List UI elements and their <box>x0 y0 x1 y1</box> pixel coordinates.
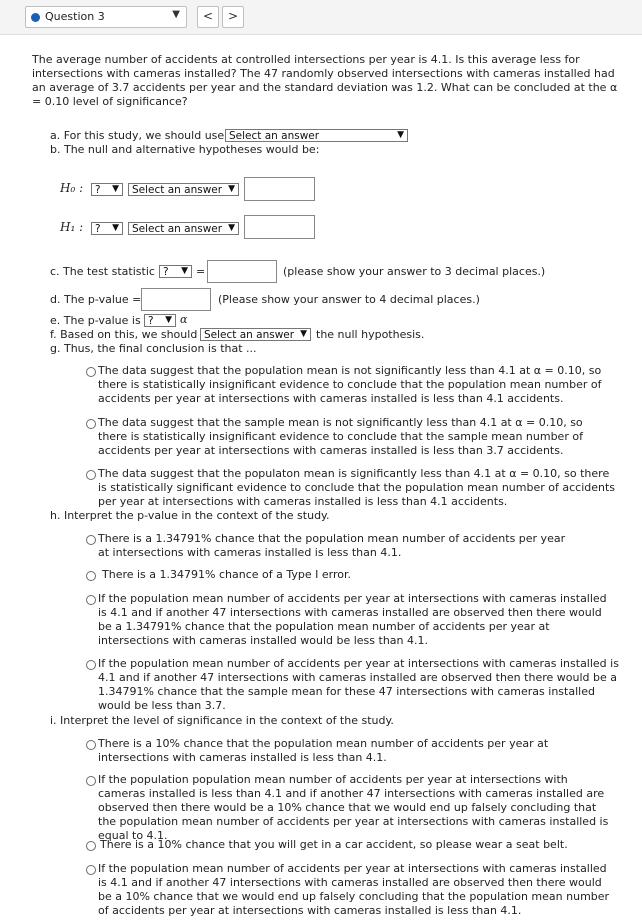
equals-sign: = <box>196 265 206 278</box>
h0-parameter-value: Select an answer <box>132 184 223 196</box>
part-f-label: f. Based on this, we should <box>50 328 198 341</box>
p-value-interpretation-option: There is a 1.34791% chance that the population mean number of accidents per year at intersections with cameras installed is less than 4.1. <box>98 532 566 559</box>
p-value-interpretation-option: If the population mean number of accidents per year at intersections with cameras installed is 4.1 and if another 47 intersections with cameras installed are observed then there would be a 1.34791% chance that the sample mean for these 47 intersections with cameras installed would be less than 3.7. <box>98 657 619 712</box>
chevron-down-icon: ▼ <box>228 223 235 233</box>
chevron-down-icon: ▼ <box>397 130 404 140</box>
status-dot-icon <box>31 13 40 22</box>
h1-symbol-select[interactable] <box>91 222 123 235</box>
chevron-down-icon: ▼ <box>228 184 235 194</box>
significance-interpretation-option: There is a 10% chance that you will get in a car accident, so please wear a seat belt. <box>100 838 568 851</box>
question-selector[interactable] <box>25 6 187 28</box>
h1-label: H₁ : <box>60 220 84 234</box>
p-value-interpretation-radio[interactable] <box>86 571 96 581</box>
next-question-button[interactable]: > <box>222 6 244 28</box>
part-a-label: a. For this study, we should use <box>50 129 225 142</box>
p-value-compare-value: ? <box>148 315 154 327</box>
test-statistic-symbol: ? <box>163 266 169 278</box>
part-i-label: i. Interpret the level of significance in the context of the study. <box>50 714 394 727</box>
study-type-select-value: Select an answer <box>229 130 320 142</box>
question-label: Question 3 <box>45 10 105 23</box>
significance-interpretation-option: If the population population mean number of accidents per year at intersections with cameras installed is less than 4.1 and if another 47 intersections with cameras installed are observed then there would be a 10% chance that we would end up falsely concluding that the population mean number of accidents per year at intersections with cameras installed is equal to 4.1. <box>98 773 609 842</box>
conclusion-option: The data suggest that the populaton mean is significantly less than 4.1 at α = 0.10, so there is statistically significant evidence to conclude that the population mean number of accidents per year at intersections with cameras installed is less than 4.1 accidents. <box>98 467 616 508</box>
part-b-label: b. The null and alternative hypotheses would be: <box>50 143 320 156</box>
part-g-label: g. Thus, the final conclusion is that ... <box>50 342 257 355</box>
p-value-interpretation-option: If the population mean number of accidents per year at intersections with cameras installed is 4.1 and if another 47 intersections with cameras installed are observed then there would be a 1.34791% chance that the population mean number of accidents per year at intersections with cameras installed would be less than 4.1. <box>98 592 607 647</box>
part-d-label: d. The p-value = <box>50 293 142 306</box>
p-value-interpretation-radio[interactable] <box>86 595 96 605</box>
part-f-suffix: the null hypothesis. <box>316 328 425 341</box>
test-statistic-input[interactable] <box>207 260 277 283</box>
h0-symbol-value: ? <box>95 184 101 196</box>
conclusion-option: The data suggest that the population mean is not significantly less than 4.1 at α = 0.10, so there is statistically insignificant evidence to conclude that the population mean number of accidents per year at intersections with cameras installed is less than 4.1 accidents. <box>98 364 602 405</box>
significance-interpretation-radio[interactable] <box>86 740 96 750</box>
test-statistic-select[interactable] <box>159 265 192 278</box>
chevron-down-icon: ▼ <box>181 266 188 276</box>
p-value-note: (Please show your answer to 4 decimal places.) <box>218 293 480 306</box>
part-h-label: h. Interpret the p-value in the context of the study. <box>50 509 330 522</box>
decision-select[interactable] <box>200 328 311 341</box>
chevron-down-icon: ▼ <box>112 184 119 194</box>
conclusion-option: The data suggest that the sample mean is not significantly less than 4.1 at α = 0.10, so there is statistically insignificant evidence to conclude that the sample mean number of accidents per year at intersections with cameras installed is less than 3.7 accidents. <box>98 416 583 457</box>
significance-interpretation-radio[interactable] <box>86 841 96 851</box>
alpha-symbol: α <box>180 313 188 326</box>
significance-interpretation-radio[interactable] <box>86 776 96 786</box>
chevron-down-icon: ▼ <box>112 223 119 233</box>
h0-value-input[interactable] <box>244 177 315 201</box>
test-statistic-note: (please show your answer to 3 decimal places.) <box>283 265 546 278</box>
p-value-input[interactable] <box>141 288 211 311</box>
problem-statement: The average number of accidents at controlled intersections per year is 4.1. Is this average less for intersections with cameras installed? The 47 randomly observed intersections with cameras installed had an average of 3.7 accidents per year and the standard deviation was 1.2. What can be concluded at the α = 0.10 level of significance? <box>32 53 618 108</box>
p-value-interpretation-radio[interactable] <box>86 660 96 670</box>
h0-symbol-select[interactable] <box>91 183 123 196</box>
h0-label: H₀ : <box>60 181 84 195</box>
h1-value-input[interactable] <box>244 215 315 239</box>
significance-interpretation-radio[interactable] <box>86 865 96 875</box>
p-value-interpretation-radio[interactable] <box>86 535 96 545</box>
p-value-compare-select[interactable] <box>144 314 176 327</box>
part-e-label: e. The p-value is <box>50 314 141 327</box>
conclusion-option-radio[interactable] <box>86 367 96 377</box>
significance-interpretation-option: If the population mean number of accidents per year at intersections with cameras installed is 4.1 and if another 47 intersections with cameras installed are observed then there would be a 10% chance that we would end up falsely concluding that the population mean number of accidents per year at intersections with cameras installed is less than 4.1. <box>98 862 610 917</box>
prev-question-button[interactable]: < <box>197 6 219 28</box>
part-c-label: c. The test statistic <box>50 265 155 278</box>
conclusion-option-radio[interactable] <box>86 470 96 480</box>
chevron-down-icon: ▼ <box>165 315 172 325</box>
study-type-select[interactable] <box>225 129 408 142</box>
significance-interpretation-option: There is a 10% chance that the population mean number of accidents per year at intersections with cameras installed is less than 4.1. <box>98 737 549 764</box>
chevron-down-icon: ▼ <box>172 9 180 20</box>
h0-parameter-select[interactable] <box>128 183 239 196</box>
conclusion-option-radio[interactable] <box>86 419 96 429</box>
p-value-interpretation-option: There is a 1.34791% chance of a Type I error. <box>102 568 351 581</box>
chevron-down-icon: ▼ <box>300 329 307 339</box>
question-nav-bar <box>0 0 642 35</box>
h1-symbol-value: ? <box>95 223 101 235</box>
decision-select-value: Select an answer <box>204 329 295 341</box>
h1-parameter-select[interactable] <box>128 222 239 235</box>
h1-parameter-value: Select an answer <box>132 223 223 235</box>
